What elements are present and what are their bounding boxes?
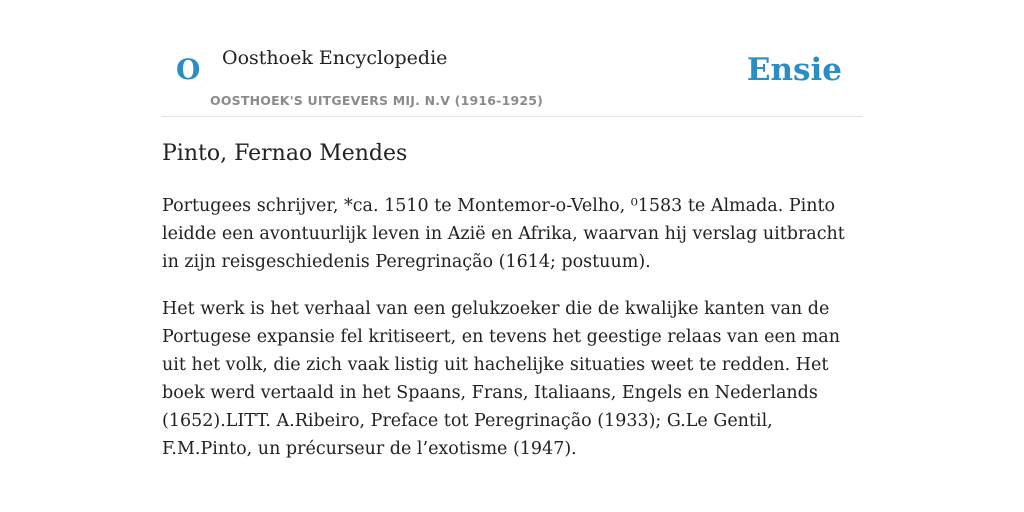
- source-header: [162, 36, 862, 117]
- article-body: [162, 138, 862, 463]
- ensie-logo-link[interactable]: Ensie: [746, 52, 842, 88]
- source-subtitle: OOSTHOEK'S UITGEVERS MIJ. N.V (1916-1925): [210, 93, 544, 108]
- source-title-link[interactable]: Oosthoek Encyclopedie: [222, 47, 448, 69]
- source-logo-letter: O: [176, 53, 201, 86]
- article-paragraph: Portugees schrijver, *ca. 1510 te Montemor-o-Velho, ⁰1583 te Almada. Pinto leidde een avontuurlijk leven in Azië en Afrika, waarvan hij verslag uitbracht in zijn reisgeschiedenis Peregrinação (1614; postuum).: [162, 196, 845, 272]
- article-title: Pinto, Fernao Mendes: [162, 141, 408, 166]
- article-paragraph: Het werk is het verhaal van een gelukzoeker die de kwalijke kanten van de Portugese expansie fel kritiseert, en tevens het geestige relaas van een man uit het volk, die zich vaak listig uit hachelijke situaties weet te redden. Het boek werd vertaald in het Spaans, Frans, Italiaans, Engels en Nederlands (1652).LITT. A.Ribeiro, Preface tot Peregrinação (1933); G.Le Gentil, F.M.Pinto, un précurseur de l’exotisme (1947).: [162, 299, 840, 459]
